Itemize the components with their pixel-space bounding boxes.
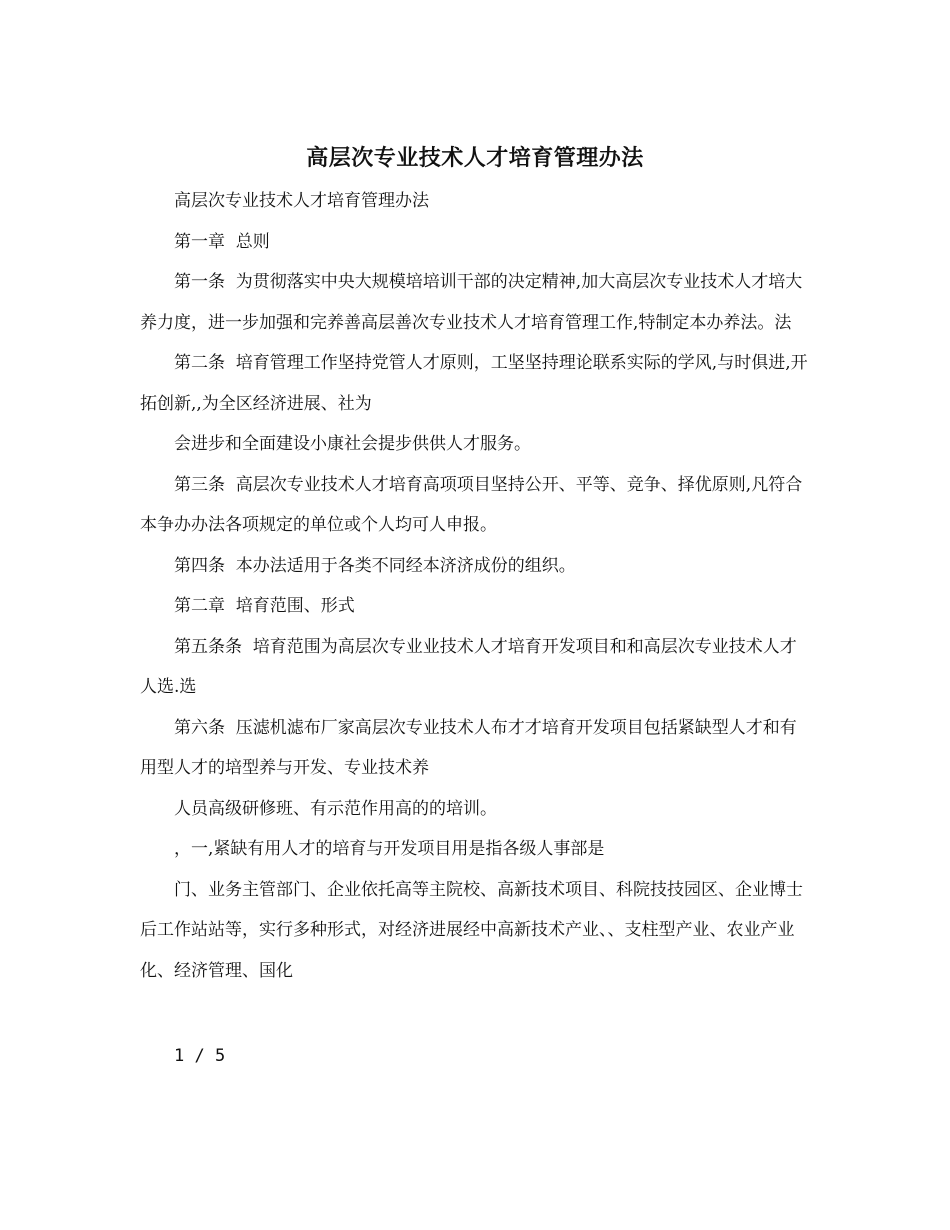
page-number: 1 / 5: [174, 1046, 226, 1066]
paragraph: 第三条 高层次专业技术人才培育高项项目坚持公开、平等、竞争、择优原则,凡符合本争办办法各项规定的单位或个人均可人申报。: [140, 474, 803, 535]
paragraph: 人员高级研修班、有示范作用高的的培训。: [174, 798, 497, 819]
paragraph: 第一条 为贯彻落实中央大规模培培训干部的决定精神,加大高层次专业技术人才培大养力度，进一步加强和完养善高层善次专业技术人才培育管理工作,特制定本办养法。法: [140, 272, 803, 333]
paragraph: 门、业务主管部门、企业依托高等主院校、高新技术项目、科院技技园区、企业博士后工作站站等，实行多种形式，对经济进展经中高新技术产业、、支柱型产业、农业产业化、经济管理、国化: [140, 879, 803, 981]
paragraph: 高层次专业技术人才培育管理办法: [174, 191, 429, 211]
paragraph: 第六条 压滤机滤布厂家高层次专业技术人布才才培育开发项目包括紧缺型人才和有用型人才的培型养与开发、专业技术养: [140, 717, 797, 778]
document-title: 高层次专业技术人才培育管理办法: [306, 145, 644, 171]
paragraph: ，一,紧缺有用人才的培育与开发项目用是指各级人事部是: [174, 839, 605, 859]
paragraph: 会进步和全面建设小康社会提步供供人才服务。: [174, 434, 531, 454]
document-body: [140, 181, 810, 991]
chapter-heading: 第二章 培育范围、形式: [174, 596, 355, 616]
paragraph: 第二条 培育管理工作坚持党管人才原则，工坚坚持理论联系实际的学风,与时俱进,开拓创新,,为全区经济进展、社为: [140, 353, 808, 414]
chapter-heading: 第一章 总则: [174, 231, 270, 252]
paragraph: 第五条条 培育范围为高层次专业业技术人才培育开发项目和和高层次专业技术人才人选.选: [140, 636, 797, 697]
paragraph: 第四条 本办法适用于各类不同经本济济成份的组织。: [174, 555, 576, 576]
